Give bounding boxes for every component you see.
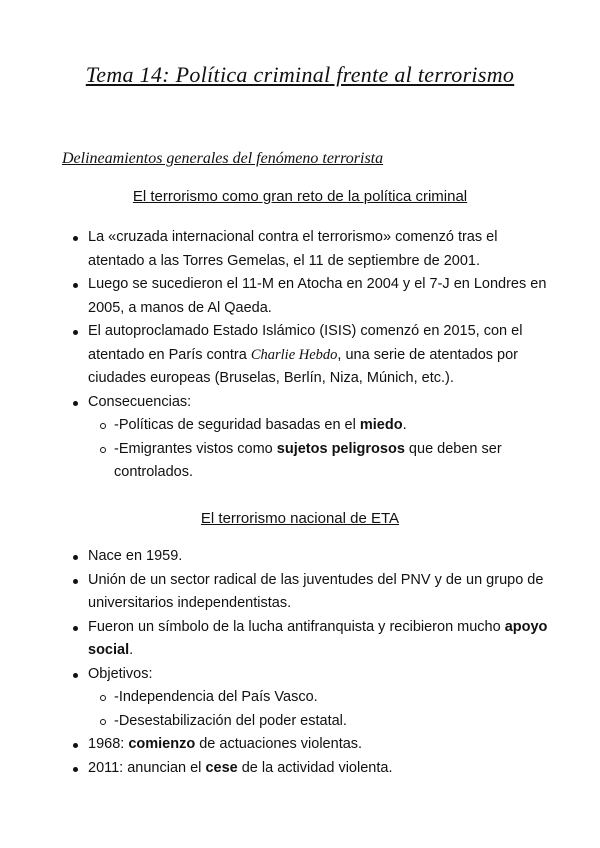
- list-item: [88, 391, 548, 485]
- text-segment: .: [129, 642, 134, 658]
- list-item: Luego se sucedieron el 11-M en Atocha en 2004 y el 7-J en Londres en 2005, a manos de Al Qaeda.: [88, 273, 548, 320]
- section-heading: Delineamientos generales del fenómeno terrorista: [62, 150, 384, 167]
- subheading-eta: El terrorismo nacional de ETA: [200, 510, 400, 527]
- list-item: Unión de un sector radical de las juventudes del PNV y de un grupo de universitarios independentistas.: [88, 569, 548, 616]
- sub-list-item: -Desestabilización del poder estatal.: [114, 710, 548, 734]
- list-item-label: Consecuencias:: [88, 393, 192, 410]
- bold-text: comienzo: [128, 736, 196, 752]
- sub-list-objetivos: [88, 686, 548, 733]
- bold-text: sujetos peligrosos: [276, 440, 405, 457]
- text-segment: de la actividad violenta.: [237, 759, 393, 776]
- text-segment: que deben ser controlados.: [114, 440, 502, 480]
- sub-list-item: [114, 438, 548, 485]
- list-item: [88, 757, 548, 781]
- list-item: [88, 733, 548, 757]
- text-segment: .: [402, 417, 407, 433]
- text-segment: 2011: anuncian el: [88, 759, 206, 776]
- list-item: Nace en 1959.: [88, 545, 548, 569]
- text-segment: -Emigrantes vistos como: [114, 440, 277, 457]
- text-segment: 1968:: [88, 736, 129, 752]
- list-item: [88, 663, 548, 734]
- emphasis-text: Charlie Hebdo: [250, 346, 338, 363]
- text-segment: de actuaciones violentas.: [195, 736, 363, 752]
- text-segment: El autoproclamado Estado Islámico (ISIS) comenzó en 2015, con el atentado en París contra: [88, 323, 523, 363]
- list-item: [88, 616, 548, 663]
- text-segment: -Políticas de seguridad basadas en el: [114, 417, 360, 433]
- list-item-label: Objetivos:: [88, 665, 153, 682]
- sub-list-consecuencias: [88, 414, 548, 485]
- list-item: [88, 320, 548, 391]
- document-title: Tema 14: Política criminal frente al terrorismo: [85, 62, 515, 87]
- bold-text: apoyo social: [88, 618, 548, 658]
- text-segment: , una serie de atentados por ciudades europeas (Bruselas, Berlín, Niza, Múnich, etc.).: [88, 346, 518, 386]
- text-segment: Fueron un símbolo de la lucha antifranquista y recibieron mucho: [88, 618, 505, 635]
- bullet-list-eta: [88, 545, 548, 780]
- sub-list-item: [114, 414, 548, 438]
- subheading-gran-reto: El terrorismo como gran reto de la política criminal: [132, 188, 468, 205]
- sub-list-item: -Independencia del País Vasco.: [114, 686, 548, 710]
- bold-text: miedo: [359, 417, 403, 433]
- bold-text: cese: [205, 759, 238, 776]
- list-item: La «cruzada internacional contra el terrorismo» comenzó tras el atentado a las Torres Gemelas, el 11 de septiembre de 2001.: [88, 226, 548, 273]
- bullet-list-gran-reto: [88, 226, 548, 485]
